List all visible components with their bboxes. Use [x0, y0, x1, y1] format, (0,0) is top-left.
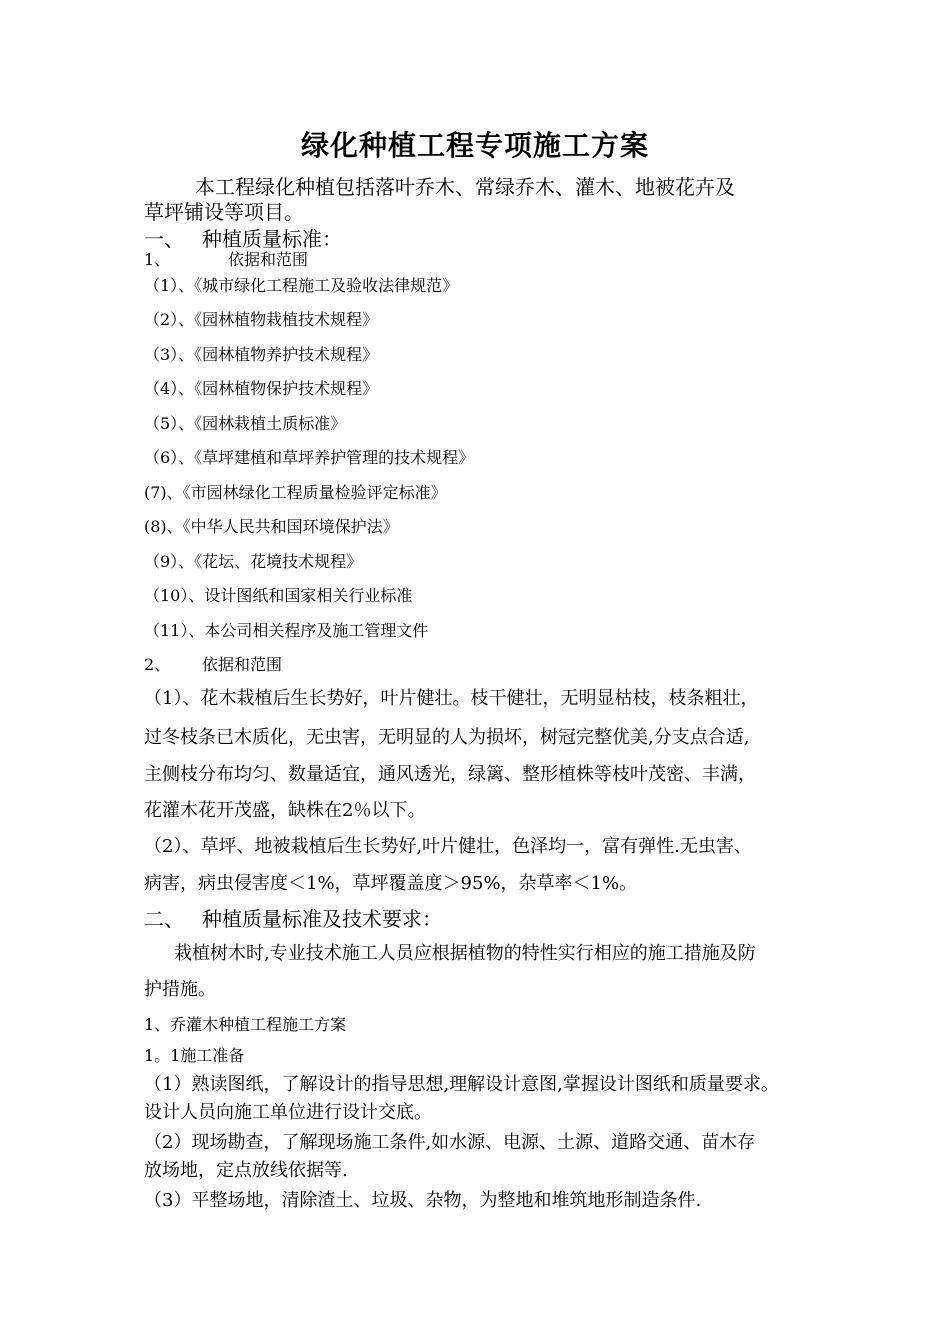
subsection-1-heading — [144, 252, 308, 268]
section-2-paragraph-line-1: 栽植树木时,专业技术施工人员应根据植物的特性实行相应的施工措施及防 — [174, 943, 756, 964]
prep-line: 放场地，定点放线依据等. — [144, 1160, 348, 1181]
section-1-heading — [144, 229, 342, 249]
reference-item: （6）、《草坪建植和草坪养护管理的技术规程》 — [144, 448, 475, 467]
reference-item: （4）、《园林植物保护技术规程》 — [144, 379, 379, 398]
reference-item: （2）、《园林植物栽植技术规程》 — [144, 310, 379, 329]
subsection-1-number: 1、 — [144, 250, 171, 269]
section-2-paragraph-line-2: 护措施。 — [144, 979, 216, 1000]
reference-item: (8)、《中华人民共和国环境保护法》 — [144, 517, 399, 536]
reference-item: （11）、本公司相关程序及施工管理文件 — [144, 621, 429, 640]
quality-line: 花灌木花开茂盛，缺株在2％以下。 — [144, 800, 426, 821]
subsection-3-heading: 1、乔灌木种植工程施工方案 — [144, 1015, 347, 1034]
subsection-3-1-heading: 1。1施工准备 — [144, 1046, 245, 1065]
quality-line: （2）、草坪、地被栽植后生长势好,叶片健壮，色泽均一，富有弹性.无虫害、 — [144, 836, 752, 857]
subsection-1-title: 依据和范围 — [228, 250, 309, 269]
prep-line: 设计人员向施工单位进行设计交底。 — [144, 1102, 432, 1123]
intro-line-1: 本工程绿化种植包括落叶乔木、常绿乔木、灌木、地被花卉及 — [195, 175, 735, 199]
section-2-heading — [144, 909, 442, 929]
quality-line: 主侧枝分布均匀、数量适宜，通风透光，绿篱、整形植株等枝叶茂密、丰满， — [144, 764, 756, 785]
reference-item: （9）、《花坛、花境技术规程》 — [144, 552, 363, 571]
reference-item: （1）、《城市绿化工程施工及验收法律规范》 — [144, 276, 459, 295]
document-title: 绿化种植工程专项施工方案 — [300, 129, 649, 162]
section-1-title: 种植质量标准： — [202, 227, 342, 251]
subsection-2-title: 依据和范围 — [202, 655, 283, 674]
subsection-2-number: 2、 — [144, 655, 171, 674]
reference-item: (7)、《市园林绿化工程质量检验评定标准》 — [144, 483, 447, 502]
prep-line: （1）熟读图纸，了解设计的指导思想,理解设计意图,掌握设计图纸和质量要求。 — [144, 1074, 779, 1095]
section-2-number: 二、 — [144, 907, 184, 931]
reference-item: （5）、《园林栽植土质标准》 — [144, 414, 347, 433]
quality-line: 病害，病虫侵害度＜1%，草坪覆盖度＞95%，杂草率＜1%。 — [144, 873, 638, 894]
quality-line: （1）、花木栽植后生长势好，叶片健壮。枝干健壮，无明显枯枝，枝条粗壮， — [144, 688, 759, 709]
subsection-2-heading — [144, 657, 282, 673]
section-2-title: 种植质量标准及技术要求： — [202, 907, 442, 931]
reference-item: （3）、《园林植物养护技术规程》 — [144, 345, 379, 364]
prep-line: （3）平整场地，清除渣土、垃圾、杂物，为整地和堆筑地形制造条件. — [144, 1190, 702, 1211]
quality-line: 过冬枝条已木质化，无虫害，无明显的人为损坏，树冠完整优美,分支点合适, — [144, 727, 750, 748]
prep-line: （2）现场勘查，了解现场施工条件,如水源、电源、土源、道路交通、苗木存 — [144, 1132, 756, 1153]
section-1-number: 一、 — [144, 227, 184, 251]
reference-item: （10）、设计图纸和国家相关行业标准 — [144, 586, 413, 605]
intro-line-2: 草坪铺设等项目。 — [144, 200, 304, 224]
